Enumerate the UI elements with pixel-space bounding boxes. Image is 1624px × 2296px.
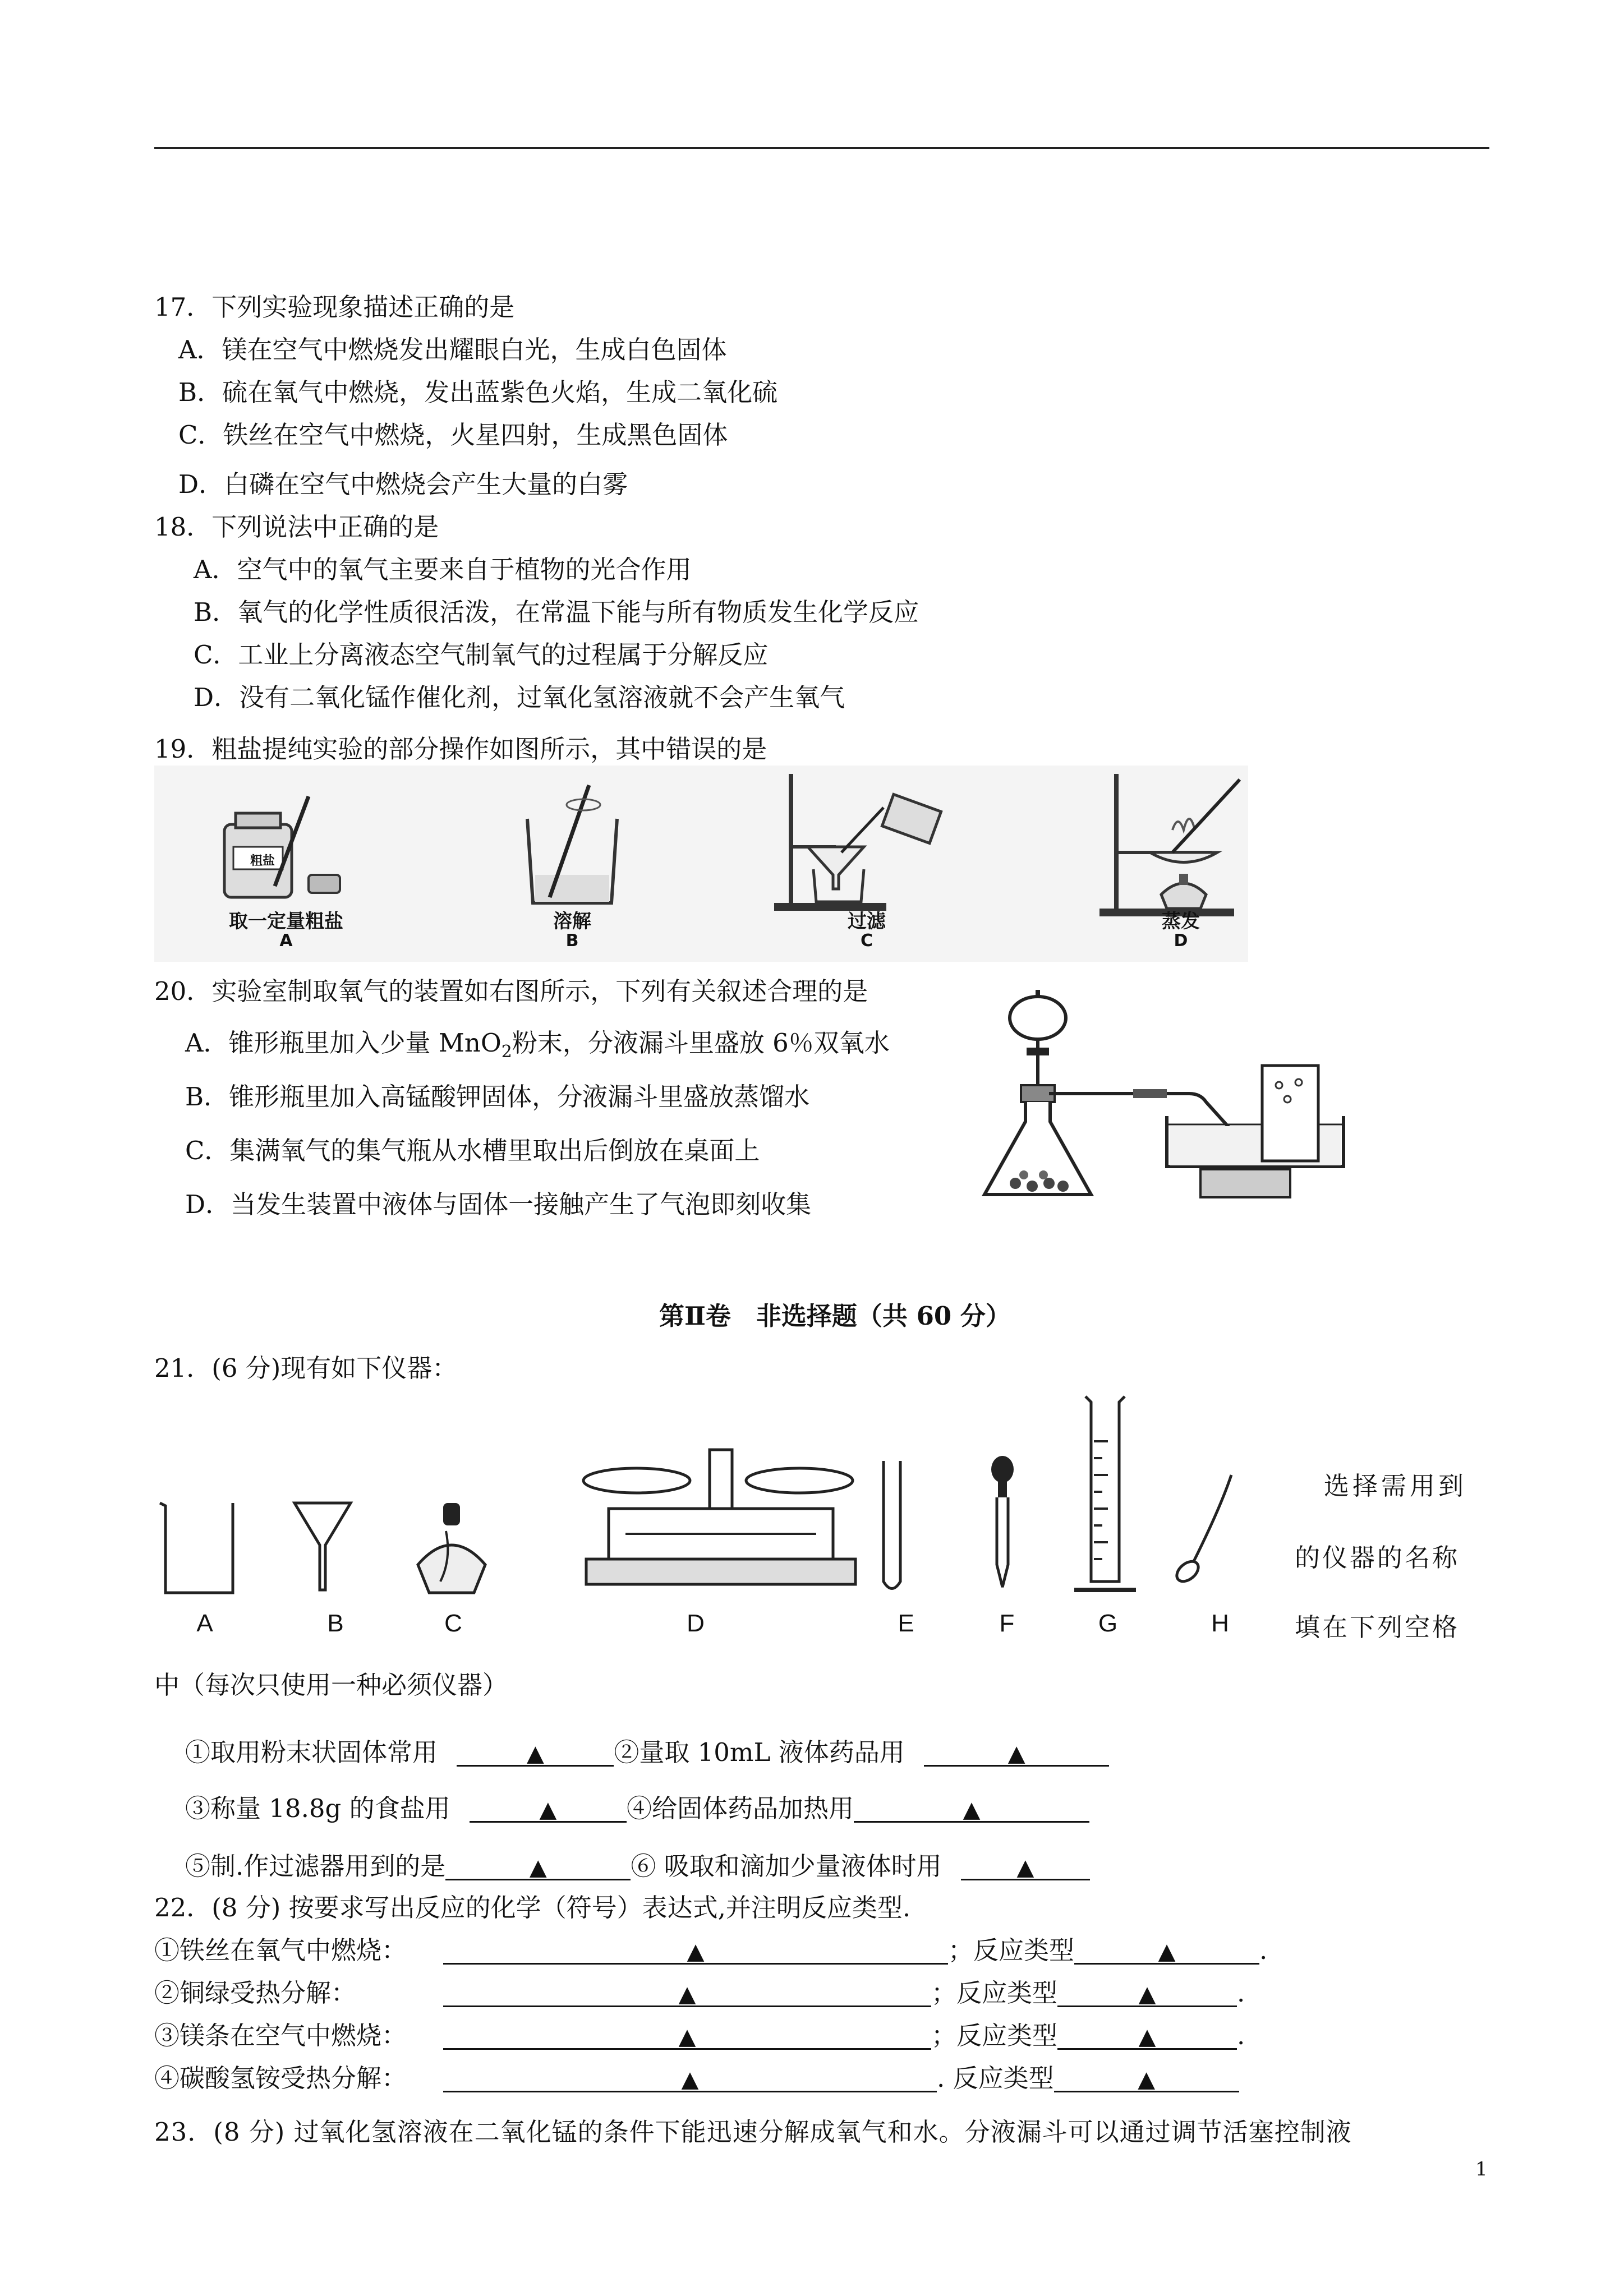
q21-item-1-text: ①取用粉末状固体常用 bbox=[185, 1737, 438, 1767]
q18-option-c: C．工业上分离液态空气制氧气的过程属于分解反应 bbox=[194, 640, 769, 670]
q21-continuation: 中（每次只使用一种必须仪器） bbox=[154, 1670, 508, 1700]
q19-figure-c-caption: 过滤 bbox=[848, 910, 886, 933]
q21-stem: 21．(6 分)现有如下仪器： bbox=[154, 1353, 458, 1383]
q21-item-6-text: ⑥ 吸取和滴加少量液体时用 bbox=[631, 1851, 942, 1881]
q17-stem: 17．下列实验现象描述正确的是 bbox=[154, 292, 515, 322]
q22-reaction-3-row: ▲ ；反应类型 ▲ . bbox=[443, 2019, 1245, 2053]
instrument-label-e: E bbox=[898, 1610, 914, 1637]
q21-item-5-text: ⑤制.作过滤器用到的是 bbox=[185, 1851, 446, 1881]
q19-figure-b-letter: B bbox=[565, 931, 579, 951]
page-number: 1 bbox=[1475, 2158, 1488, 2180]
q22-equation-blank-4[interactable]: ▲ bbox=[443, 2062, 937, 2092]
q21-answer-blank-1[interactable]: ▲ bbox=[457, 1736, 614, 1767]
q21-answer-blank-6[interactable]: ▲ bbox=[961, 1850, 1090, 1880]
q19-figure-c-letter: C bbox=[860, 931, 873, 951]
q21-item-row-1 bbox=[185, 1736, 1109, 1769]
q19-figure-a-icon bbox=[213, 791, 348, 914]
q22-reaction-3-label: ③镁条在空气中燃烧： bbox=[154, 2021, 407, 2050]
instrument-h-spatula-icon bbox=[1173, 1475, 1231, 1585]
q17-option-d: D．白磷在空气中燃烧会产生大量的白雾 bbox=[178, 469, 628, 499]
q22-stem: 22．(8 分) 按要求写出反应的化学（符号）表达式,并注明反应类型. bbox=[154, 1893, 911, 1922]
q22-reaction-2-row: ▲ ；反应类型 ▲ . bbox=[443, 1976, 1245, 2010]
instrument-label-d: D bbox=[687, 1610, 705, 1637]
q21-item-4-text: ④给固体药品加热用 bbox=[626, 1794, 854, 1823]
instrument-e-test-tube-icon bbox=[884, 1461, 900, 1589]
q22-reaction-1-row: ▲ ；反应类型 ▲ . bbox=[443, 1934, 1267, 1967]
instrument-label-f: F bbox=[999, 1610, 1015, 1637]
q20-stem: 20．实验室制取氧气的装置如右图所示，下列有关叙述合理的是 bbox=[154, 976, 868, 1006]
instrument-label-a: A bbox=[196, 1610, 213, 1637]
q22-type-blank-2[interactable]: ▲ bbox=[1057, 1976, 1237, 2007]
q23-stem: 23．(8 分) 过氧化氢溶液在二氧化锰的条件下能迅速分解成氧气和水。分液漏斗可以通过调节活塞控制液 bbox=[154, 2117, 1352, 2147]
q20-option-b: B．锥形瓶里加入高锰酸钾固体，分液漏斗里盛放蒸馏水 bbox=[185, 1082, 810, 1112]
instrument-g-graduated-cylinder-icon bbox=[1074, 1396, 1136, 1590]
q20-option-d: D．当发生装置中液体与固体一接触产生了气泡即刻收集 bbox=[185, 1190, 812, 1219]
instrument-label-h: H bbox=[1211, 1610, 1229, 1637]
q21-side-text-3: 填在下列空格 bbox=[1295, 1612, 1460, 1642]
q18-option-d: D．没有二氧化锰作催化剂，过氧化氢溶液就不会产生氧气 bbox=[194, 683, 845, 712]
q22-reaction-1-label: ①铁丝在氧气中燃烧： bbox=[154, 1935, 407, 1965]
header-rule bbox=[154, 147, 1489, 149]
q22-equation-blank-3[interactable]: ▲ bbox=[443, 2019, 931, 2050]
q22-type-blank-1[interactable]: ▲ bbox=[1074, 1934, 1259, 1965]
q22-reaction-4-label: ④碳酸氢铵受热分解： bbox=[154, 2063, 407, 2093]
q21-item-2-text: ②量取 10mL 液体药品用 bbox=[614, 1737, 905, 1767]
instrument-label-g: G bbox=[1098, 1610, 1118, 1637]
q19-figure-d-letter: D bbox=[1174, 931, 1188, 951]
q22-reaction-4-row: ▲ . 反应类型 ▲ bbox=[443, 2062, 1239, 2095]
instrument-label-c: C bbox=[444, 1610, 462, 1637]
q21-item-row-2 bbox=[185, 1792, 1089, 1825]
instrument-f-dropper-icon bbox=[991, 1456, 1014, 1587]
q18-option-a: A．空气中的氧气主要来自于植物的光合作用 bbox=[194, 555, 692, 584]
q21-item-row-3 bbox=[185, 1850, 1090, 1883]
q19-figure-a-caption: 取一定量粗盐 bbox=[229, 910, 343, 933]
instrument-a-beaker-icon bbox=[160, 1503, 233, 1593]
q22-type-blank-3[interactable]: ▲ bbox=[1057, 2019, 1237, 2050]
q18-stem: 18．下列说法中正确的是 bbox=[154, 512, 439, 542]
q19-figure-c-icon bbox=[774, 768, 954, 914]
q21-side-text-2: 的仪器的名称 bbox=[1295, 1543, 1460, 1573]
q19-stem: 19．粗盐提纯实验的部分操作如图所示，其中错误的是 bbox=[154, 734, 767, 764]
q19-bottle-label: 粗盐 bbox=[250, 854, 275, 868]
q17-option-a: A．镁在空气中燃烧发出耀眼白光，生成白色固体 bbox=[178, 335, 727, 365]
instrument-b-funnel-icon bbox=[295, 1503, 351, 1590]
q22-type-blank-4[interactable]: ▲ bbox=[1054, 2062, 1239, 2092]
q17-option-c: C．铁丝在空气中燃烧，火星四射，生成黑色固体 bbox=[178, 420, 728, 450]
q21-instruments bbox=[154, 1396, 1276, 1610]
section-2-title: 第Ⅱ卷 非选择题（共 60 分） bbox=[659, 1301, 1011, 1331]
instrument-c-alcohol-lamp-icon bbox=[418, 1503, 485, 1593]
q21-answer-blank-3[interactable]: ▲ bbox=[470, 1792, 627, 1823]
q19-figure-b-caption: 溶解 bbox=[553, 910, 591, 933]
q19-figure-d-icon bbox=[1099, 768, 1268, 920]
q20-option-a: A．锥形瓶里加入少量 MnO$_2$粉末，分液漏斗里盛放 6％双氧水 bbox=[185, 1028, 890, 1062]
q21-answer-blank-2[interactable]: ▲ bbox=[924, 1736, 1109, 1767]
q19-figure-a-letter: A bbox=[279, 931, 293, 951]
q18-option-b: B．氧气的化学性质很活泼，在常温下能与所有物质发生化学反应 bbox=[194, 597, 919, 627]
instrument-d-balance-icon bbox=[583, 1450, 855, 1584]
q21-answer-blank-4[interactable]: ▲ bbox=[854, 1792, 1089, 1823]
q20-apparatus-icon bbox=[965, 987, 1358, 1211]
q21-answer-blank-5[interactable]: ▲ bbox=[445, 1850, 631, 1880]
q20-option-c: C．集满氧气的集气瓶从水槽里取出后倒放在桌面上 bbox=[185, 1136, 760, 1165]
q19-figure-b-icon bbox=[516, 785, 628, 914]
q21-item-3-text: ③称量 18.8g 的食盐用 bbox=[185, 1794, 450, 1823]
q22-equation-blank-2[interactable]: ▲ bbox=[443, 1976, 931, 2007]
q22-reaction-2-label: ②铜绿受热分解： bbox=[154, 1978, 357, 2008]
q17-option-b: B．硫在氧气中燃烧，发出蓝紫色火焰，生成二氧化硫 bbox=[178, 377, 778, 407]
q22-equation-blank-1[interactable]: ▲ bbox=[443, 1934, 948, 1965]
instrument-label-b: B bbox=[327, 1610, 344, 1637]
q19-figure-d-caption: 蒸发 bbox=[1162, 910, 1200, 933]
q21-side-text-1: 选择需用到 bbox=[1324, 1471, 1467, 1501]
